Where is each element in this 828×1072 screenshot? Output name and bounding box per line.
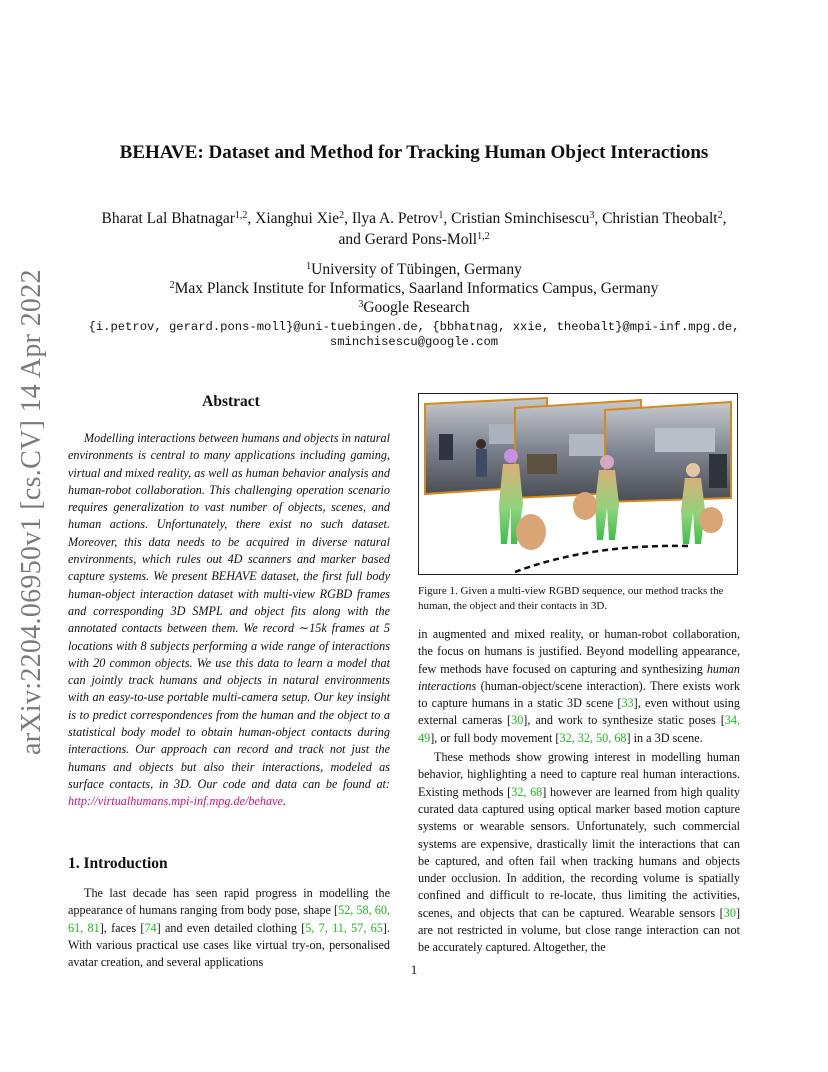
author-list bbox=[60, 208, 768, 250]
affiliation-3 bbox=[60, 298, 768, 317]
citation-link[interactable]: 32, 32, 50, 68 bbox=[559, 730, 627, 745]
text-run: ] and even detailed clothing [ bbox=[156, 920, 306, 935]
paper-title: BEHAVE: Dataset and Method for Tracking Human Object Interactions bbox=[119, 142, 709, 163]
text-run: The last decade has seen rapid progress in modelling the appearance of humans ranging from body pose, shape [ bbox=[68, 886, 390, 918]
citation-link[interactable]: 34, 49 bbox=[418, 713, 740, 745]
abstract-text bbox=[68, 430, 390, 811]
text-run: ], faces [ bbox=[99, 920, 145, 935]
affiliation-1 bbox=[60, 260, 768, 279]
text-run: ], or full body movement [ bbox=[430, 730, 560, 745]
text-run: ] are not restricted in volume, but close range interaction can not be accurately captured. Altogether, the bbox=[418, 905, 740, 955]
affiliation-text: University of Tübingen, Germany bbox=[311, 261, 522, 278]
project-link[interactable]: http://virtualhumans.mpi-inf.mpg.de/behave bbox=[68, 794, 283, 809]
citation-link[interactable]: 5, 7, 11, 57, 65 bbox=[305, 920, 383, 935]
affiliation-mark: 1 bbox=[438, 210, 444, 221]
author-name: , Christian Theobalt bbox=[594, 210, 718, 227]
abstract-end: . bbox=[282, 794, 286, 809]
author-name: , Cristian Sminchisescu bbox=[443, 210, 590, 227]
text-run: ] in a 3D scene. bbox=[626, 730, 703, 745]
paragraph bbox=[418, 626, 740, 747]
affiliation-mark: 1 bbox=[306, 261, 312, 272]
text-run: ]. With various practical use cases like virtual try-on, personalised avatar creation, and several applications bbox=[68, 920, 390, 970]
rgb-frame-3 bbox=[605, 402, 731, 502]
affiliation-mark: 3 bbox=[358, 299, 364, 310]
author-separator: , bbox=[722, 210, 727, 227]
author-name: Bharat Lal Bhatnagar bbox=[101, 210, 235, 227]
text-run: ] however are learned from high quality curated data captured using optical marker based motion capture systems or wearable sensors. Unfortunately, such commercial systems are expensive, drastically limit the interactions that can be captured, and often fail when tracking humans and objects under occlusion. In addition, the recording volume is spatially confined and difficult to re-locate, thus limiting the activities, scenes, and objects that can be captured. Wearable sensors [ bbox=[418, 784, 740, 920]
citation-link[interactable]: 33 bbox=[621, 696, 634, 711]
text-run: in augmented and mixed reality, or human-robot collaboration, the focus on humans is justified. Beyond modelling appearance, few methods have focused on capturing and synthesizing bbox=[418, 627, 740, 676]
text-run: ], even without using external cameras [ bbox=[418, 696, 740, 728]
section-heading-introduction: 1. Introduction bbox=[68, 855, 168, 872]
email-line-1: {i.petrov, gerard.pons-moll}@uni-tuebingen.de, {bbhatnag, xxie, theobalt}@mpi-inf.mpg.de, bbox=[88, 320, 740, 334]
abstract-heading: Abstract bbox=[202, 393, 260, 410]
figure-illustration bbox=[419, 394, 738, 575]
right-column-text bbox=[418, 626, 740, 957]
intro-paragraph bbox=[68, 885, 390, 971]
citation-link[interactable]: 52, 58, 60, 61, 81 bbox=[68, 903, 390, 935]
affiliation-mark: 2 bbox=[339, 210, 345, 221]
text-run: ], and work to synthesize static poses [ bbox=[523, 713, 725, 728]
citation-link[interactable]: 30 bbox=[511, 713, 524, 728]
affiliation-mark: 2 bbox=[717, 210, 723, 221]
author-name: and Gerard Pons-Moll bbox=[338, 231, 478, 248]
emphasis-text: human interactions bbox=[418, 661, 740, 693]
affiliation-text: Google Research bbox=[363, 299, 470, 316]
trajectory-path bbox=[515, 546, 689, 572]
affiliation-text: Max Planck Institute for Informatics, Saarland Informatics Campus, Germany bbox=[174, 280, 659, 297]
affiliation-2 bbox=[60, 279, 768, 298]
affiliation-mark: 1,2 bbox=[234, 210, 248, 221]
text-run: (human-object/scene interaction). There exists work to capture humans in a static 3D scene [ bbox=[418, 678, 740, 711]
author-name: , Xianghui Xie bbox=[247, 210, 340, 227]
affiliation-mark: 1,2 bbox=[477, 231, 490, 242]
text-run: These methods show growing interest in modelling human behavior, highlighting a need to capture real human interactions. Existing methods [ bbox=[418, 750, 740, 799]
email-line-2: sminchisescu@google.com bbox=[329, 335, 499, 349]
figure-caption: Figure 1. Given a multi-view RGBD sequence, our method tracks the human, the object and their contacts in 3D. bbox=[418, 585, 724, 612]
paragraph bbox=[418, 749, 740, 957]
figure-teaser bbox=[418, 393, 738, 575]
author-name: , Ilya A. Petrov bbox=[344, 210, 439, 227]
citation-link[interactable]: 32, 68 bbox=[511, 784, 543, 799]
arxiv-margin-identifier: arXiv:2204.06950v1 [cs.CV] 14 Apr 2022 bbox=[16, 269, 47, 755]
affiliation-mark: 2 bbox=[169, 280, 175, 291]
affiliation-mark: 3 bbox=[589, 210, 595, 221]
page-number: 1 bbox=[410, 962, 418, 977]
abstract-body-text: Modelling interactions between humans and objects in natural environments is central to many applications including gaming, virtual and mixed reality, as well as human behavior analysis and human-robot collaboration. This challenging operation scenario requires generalization to vast number of objects, scenes, and human actions. Unfortunately, there exist no such dataset. Moreover, this data needs to be acquired in diverse natural environments, which rules out 4D scanners and marker based capture systems. We present BEHAVE dataset, the first full body human-object interaction dataset with multi-view RGBD frames and corresponding 3D SMPL and object fits along with the annotated contacts between them. We record ∼15k frames at 5 locations with 8 subjects performing a wide range of interactions with 20 common objects. We use this data to learn a model that can jointly track humans and objects in natural environments with an easy-to-use portable multi-camera setup. Our key insight is to predict correspondences from the human and the object to a statistical body model to obtain human-object contacts during interactions. Our approach can record and track not just the humans and objects but also their interactions, modeled as surface contacts, in 3D. Our code and data can be found at: bbox=[68, 431, 390, 791]
citation-link[interactable]: 74 bbox=[144, 920, 157, 935]
citation-link[interactable]: 30 bbox=[723, 905, 736, 920]
